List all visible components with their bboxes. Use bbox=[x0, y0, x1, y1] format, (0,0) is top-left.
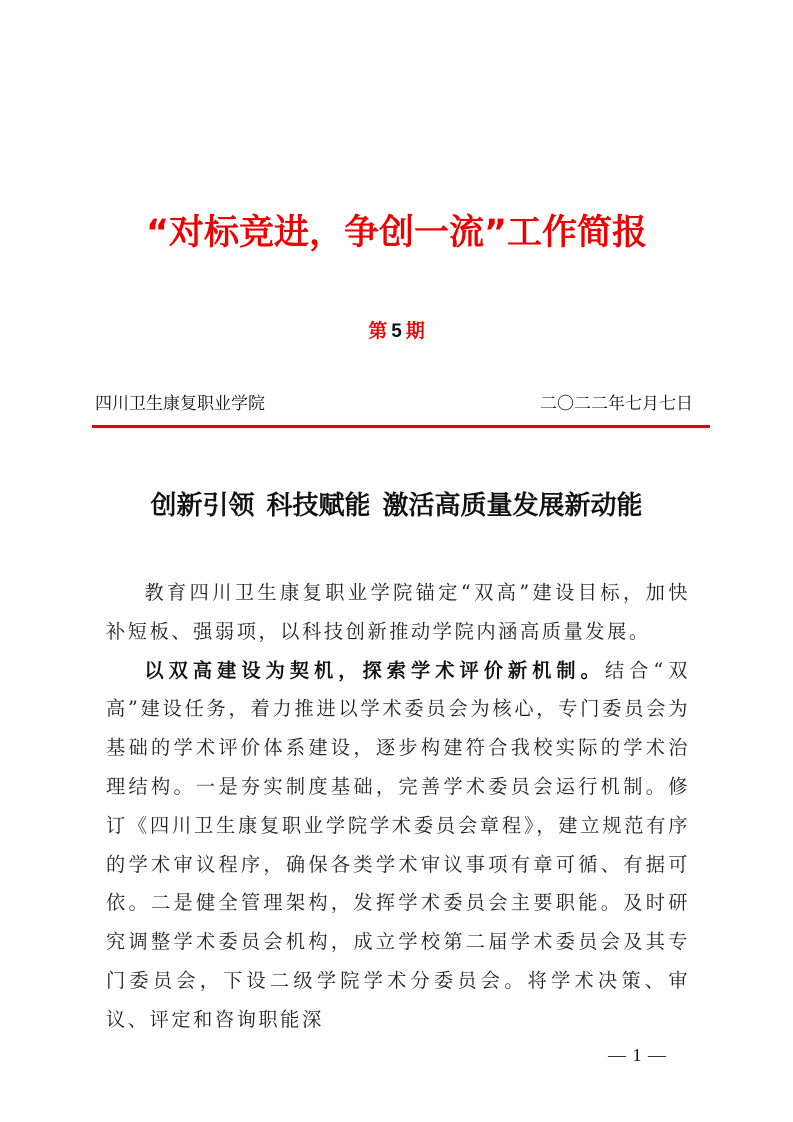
page-number: — 1 — bbox=[608, 1045, 667, 1065]
issue-number-value: 5 bbox=[391, 321, 402, 342]
bulletin-title: “对标竞进，争创一流”工作简报 bbox=[145, 213, 647, 253]
paragraph-body-text: 结合“双高”建设任务，着力推进以学术委员会为核心，专门委员会为基础的学术评价体系建设，逐步构建符合我校实际的学术治理结构。一是夯实制度基础，完善学术委员会运行机制。修订《四川卫生康复职业学院学术委员会章程》，建立规范有序的学术审议程序，确保各类学术审议事项有章可循、有据可依。二是健全管理架构，发挥学术委员会主要职能。及时研究调整学术委员会机构，成立学校第二届学术委员会及其专门委员会，下设二级学院学术分委员会。将学术决策、审议、评定和咨询职能深 bbox=[106, 658, 690, 1031]
issuer-date-row bbox=[95, 392, 693, 416]
headline-part-1: 创新引领 bbox=[150, 491, 255, 521]
issue-suffix: 期 bbox=[405, 320, 425, 342]
paragraph-lead-bold: 以双高建设为契机，探索学术评价新机制。 bbox=[144, 658, 605, 682]
issue-number bbox=[0, 318, 793, 345]
paragraph-academic-evaluation bbox=[106, 652, 690, 1040]
organization-name: 四川卫生康复职业学院 bbox=[95, 394, 265, 414]
headline-part-3: 激活高质量发展新动能 bbox=[382, 491, 643, 521]
article-headline bbox=[0, 488, 793, 524]
article-body bbox=[106, 574, 690, 1040]
paragraph-intro: 教育四川卫生康复职业学院锚定“双高”建设目标，加快补短板、强弱项，以科技创新推动学院内涵高质量发展。 bbox=[106, 581, 690, 643]
issue-date: 二〇二二年七月七日 bbox=[540, 394, 693, 414]
issue-prefix: 第 bbox=[368, 320, 388, 342]
headline-part-2: 科技赋能 bbox=[266, 491, 371, 521]
red-divider bbox=[92, 425, 710, 428]
